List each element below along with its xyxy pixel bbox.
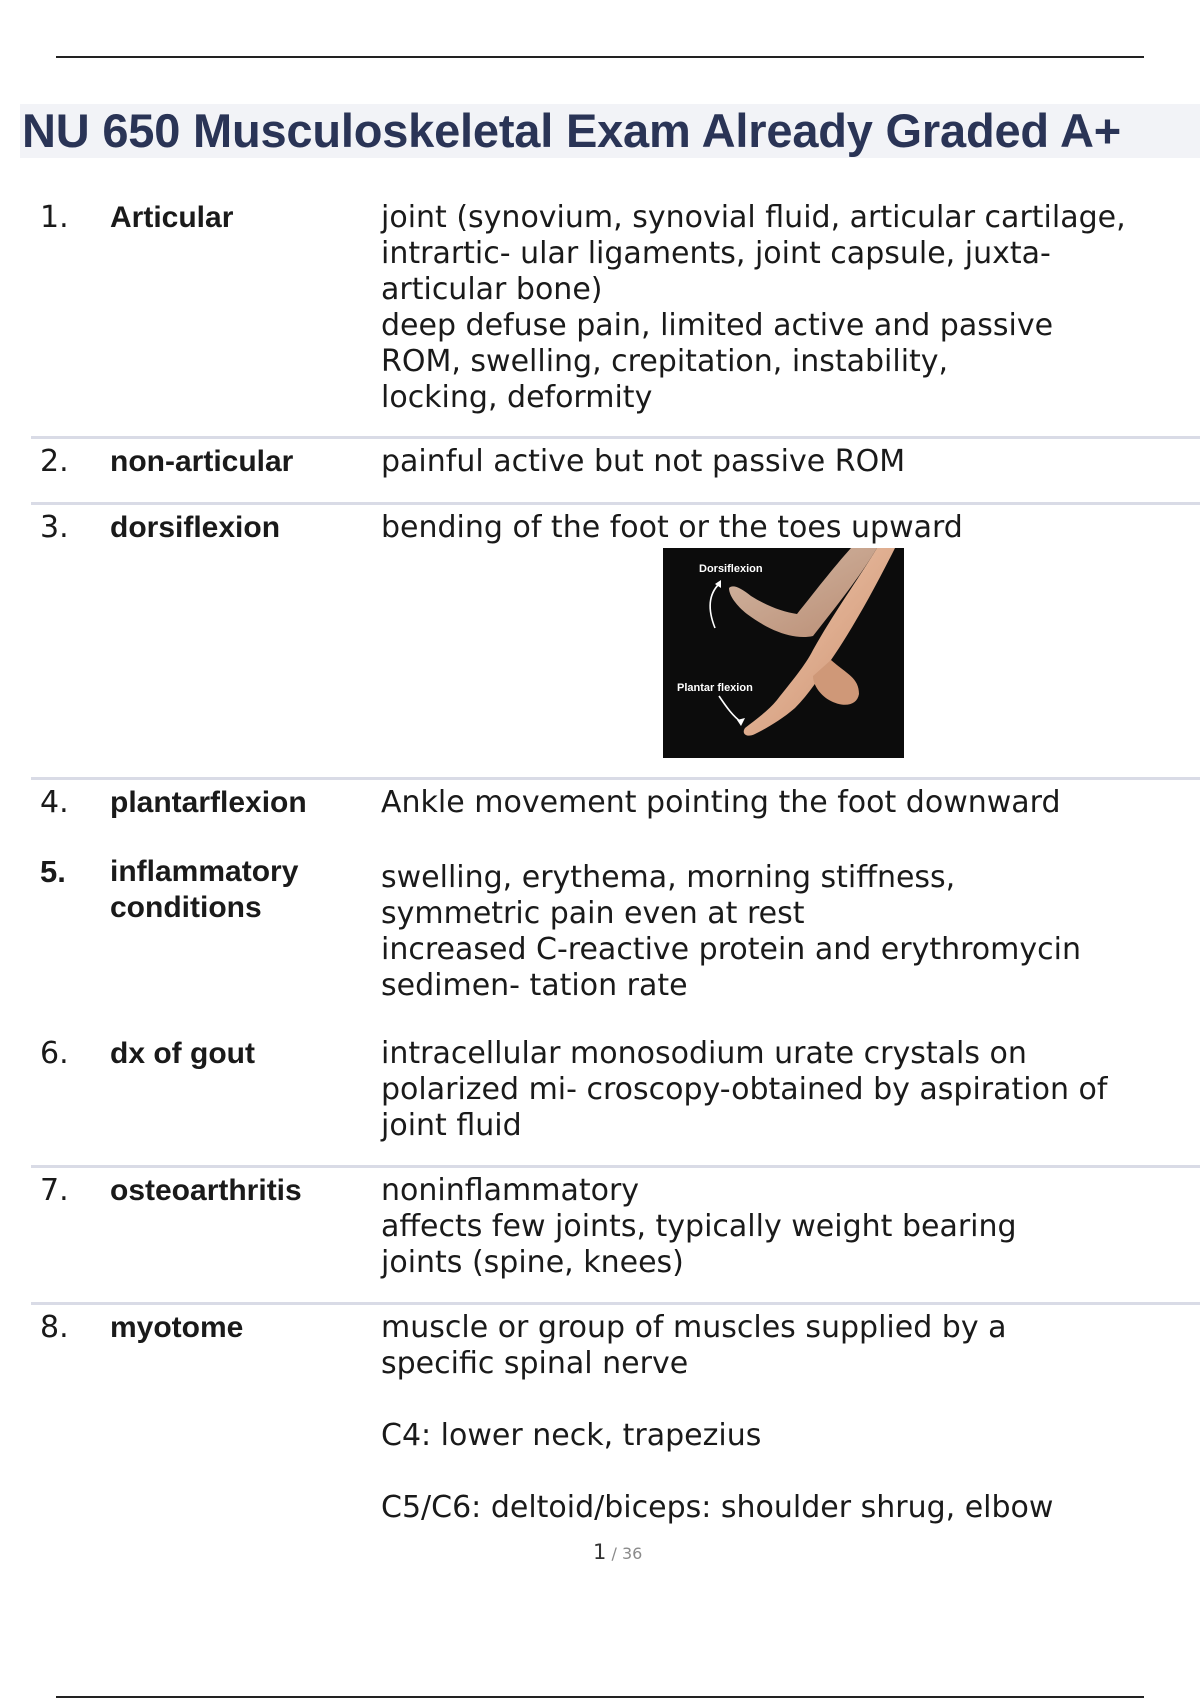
- definition-line: intracellular monosodium urate crystals on: [381, 1036, 1027, 1071]
- definition-line: ROM, swelling, crepitation, instability,: [381, 344, 949, 379]
- definition-line: polarized mi- croscopy-obtained by aspiration of: [381, 1072, 1108, 1107]
- definition-line: specific spinal nerve: [381, 1346, 689, 1381]
- figure-label-dorsiflexion: Dorsiflexion: [699, 563, 763, 575]
- item-number: 5.: [40, 854, 66, 889]
- item-term: [110, 854, 360, 926]
- definition-line: increased C-reactive protein and erythromycin: [381, 932, 1081, 967]
- item-term: plantarflexion: [110, 786, 307, 819]
- item-term: osteoarthritis: [110, 1174, 302, 1207]
- item-term: Articular: [110, 201, 234, 234]
- top-rule: [56, 56, 1144, 58]
- item-number: 2.: [40, 444, 69, 479]
- item-definition: [381, 1036, 1181, 1144]
- plantarflexed-foot-shape: [744, 548, 904, 736]
- item-term: dorsiflexion: [110, 511, 281, 544]
- row-divider: [31, 777, 1200, 780]
- definition-line: bending of the foot or the toes upward: [381, 510, 963, 545]
- item-definition: [381, 785, 1181, 821]
- item-definition: [381, 860, 1181, 1004]
- row-divider: [31, 1165, 1200, 1168]
- item-definition: [381, 444, 1181, 480]
- definition-line: symmetric pain even at rest: [381, 896, 805, 931]
- foot-illustration: [663, 548, 904, 758]
- item-number: 6.: [40, 1036, 69, 1071]
- definition-line: Ankle movement pointing the foot downward: [381, 785, 1061, 820]
- item-definition: [381, 510, 1181, 546]
- item-number: 7.: [40, 1173, 69, 1208]
- definition-line: locking, deformity: [381, 380, 653, 415]
- dorsiflexion-figure: [663, 548, 904, 758]
- definition-line: swelling, erythema, morning stiffness,: [381, 860, 956, 895]
- definition-line: joint (synovium, synovial fluid, articular cartilage,: [381, 200, 1126, 235]
- definition-line: joint fluid: [381, 1108, 522, 1143]
- item-term: myotome: [110, 1311, 244, 1344]
- bottom-rule: [56, 1696, 1144, 1698]
- item-number: 8.: [40, 1310, 69, 1345]
- row-divider: [31, 502, 1200, 505]
- definition-line: intrartic- ular ligaments, joint capsule, juxta-: [381, 236, 1051, 271]
- total-pages: / 36: [611, 1544, 643, 1563]
- item-number: 4.: [40, 785, 69, 820]
- page-title: NU 650 Musculoskeletal Exam Already Graded A+: [22, 104, 1122, 157]
- current-page: 1: [593, 1540, 607, 1564]
- item-definition: [381, 1173, 1181, 1281]
- row-divider: [31, 1302, 1200, 1305]
- dorsiflexion-arrow: [710, 584, 719, 628]
- definition-line: C4: lower neck, trapezius: [381, 1418, 762, 1453]
- figure-label-plantar-flexion: Plantar flexion: [677, 682, 753, 694]
- row-divider: [31, 436, 1200, 439]
- item-definition: [381, 200, 1181, 416]
- item-term: non-articular: [110, 445, 294, 478]
- page-indicator: [593, 1540, 642, 1564]
- definition-line: sedimen- tation rate: [381, 968, 688, 1003]
- definition-line: articular bone): [381, 272, 603, 307]
- item-number: 1.: [40, 200, 69, 235]
- definition-line: noninflammatory: [381, 1173, 640, 1208]
- definition-line: C5/C6: deltoid/biceps: shoulder shrug, elbow: [381, 1490, 1054, 1525]
- definition-line: deep defuse pain, limited active and passive: [381, 308, 1054, 343]
- plantar-flexion-arrow: [719, 696, 741, 722]
- item-number: 3.: [40, 510, 69, 545]
- term-line: inflammatory: [110, 855, 299, 888]
- definition-line: painful active but not passive ROM: [381, 444, 906, 479]
- item-definition: [381, 1310, 1181, 1526]
- definition-line: joints (spine, knees): [381, 1245, 684, 1280]
- definition-line: affects few joints, typically weight bearing: [381, 1209, 1017, 1244]
- item-term: dx of gout: [110, 1037, 255, 1070]
- term-line: conditions: [110, 891, 262, 924]
- definition-line: muscle or group of muscles supplied by a: [381, 1310, 1007, 1345]
